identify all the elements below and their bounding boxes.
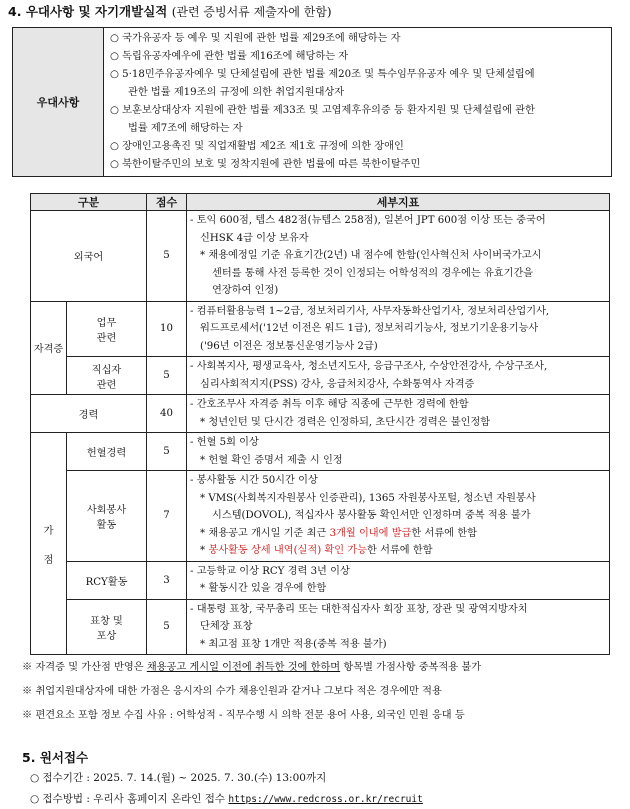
cert-work-label: 업무 관련 [67,301,147,357]
list-item: ○ 독립유공자예우에 관한 법률 제16조에 해당하는 자 [110,51,349,62]
list-item: ○ 국가유공자 등 예우 및 지원에 관한 법률 제29조에 해당하는 자 [110,33,401,44]
list-item-continued: 법률 제7조에 해당하는 자 [128,123,243,134]
list-item: ○ 5·18민주유공자예우 및 단체설립에 관한 법률 제20조 및 특수임무유공자 예우 및 단체설립에 [110,69,535,80]
header-detail: 세부지표 [187,194,610,211]
list-item: ○ 북한이탈주민의 보호 및 정착지원에 관한 법률에 따른 북한이탈주민 [110,159,421,170]
recruit-link[interactable]: https://www.redcross.or.kr/recruit [228,794,423,805]
preference-table [12,27,612,177]
list-item: ○ 보훈보상대상자 지원에 관한 법률 제33조 및 고엽제후유의증 등 환자지원 및 단체설립에 관한 [110,105,535,116]
foreign-detail: - 토익 600점, 텝스 482점(뉴텝스 258점), 일본어 JPT 600점 이상 또는 중국어 신HSK 4급 이상 보유자 * 채용예정일 기준 유효기간(2년) 내 점수에 한함(인사혁신처 사이버국가고시 센터를 통해 사전 등록한 것이 인정되는 어학성적의 경우에는 유효기간을 연장하여 인정) [187,211,610,302]
rcy-score: 3 [147,561,187,599]
table-row [31,211,610,302]
career-label: 경력 [31,395,147,433]
note: ※ 자격증 및 가산점 반영은 채용공고 게시일 이전에 취득한 것에 한하며 항목별 가점사항 중복적용 불가 [22,662,482,673]
table-row [31,357,610,395]
section-4-heading [8,2,332,20]
foreign-score: 5 [147,211,187,302]
cert-duty-label: 직십자 관련 [67,357,147,395]
rcy-detail: - 고등학교 이상 RCY 경력 3년 이상 * 활동시간 있을 경우에 한함 [187,561,610,599]
bonus-label: 가 점 [31,433,67,655]
award-detail: - 대통령 표창, 국무총리 또는 대한적십자사 회장 표창, 장관 및 광역지방자치 단체장 표창 * 최고점 표창 1개만 적용(중복 적용 불가) [187,599,610,655]
blood-score: 5 [147,433,187,471]
section-5-heading: 5. 원서접수 [22,750,89,765]
section-title: 우대사항 및 자기개발실적 [25,4,168,19]
table-row [31,301,610,357]
preference-items [104,28,612,177]
highlight-text: 봉사활동 상세 내역(실적) 확인 가능 [208,545,368,556]
note: ※ 취업지원대상자에 대한 가점은 응시자의 수가 채용인원과 같거나 그보다 적은 경우에만 적용 [22,686,442,697]
preference-label: 우대사항 [13,28,104,177]
note: ※ 편견요소 포함 정보 수집 사유 : 어학성적 - 직무수행 시 의학 전문 용어 사용, 외국인 민원 응대 등 [22,710,465,721]
cert-work-score: 10 [147,301,187,357]
table-row [31,433,610,471]
section-number: 4. [8,4,22,19]
table-row [31,561,610,599]
blood-detail: - 헌혈 5회 이상 * 헌혈 확인 증명서 제출 시 인정 [187,433,610,471]
header-score: 점수 [147,194,187,211]
foreign-label: 외국어 [31,211,147,302]
table-row [31,395,610,433]
award-score: 5 [147,599,187,655]
career-score: 40 [147,395,187,433]
award-label: 표창 및 포상 [67,599,147,655]
application-period: ○ 접수기간 : 2025. 7. 14.(월) ~ 2025. 7. 30.(수) 13:00까지 [30,772,327,784]
header-category: 구분 [31,194,147,211]
blood-label: 헌혈경력 [67,433,147,471]
section-subtitle: (관련 증빙서류 제출자에 한함) [171,5,332,19]
score-table [30,193,610,655]
cert-duty-detail: - 사회복지사, 평생교육사, 청소년지도사, 응급구조사, 수상안전강사, 수상구조사, 심리사회적지지(PSS) 강사, 응급처치강사, 수화통역사 자격증 [187,357,610,395]
list-item-continued: 관한 법률 제19조의 규정에 의한 취업지원대상자 [128,87,345,98]
rcy-label: RCY활동 [67,561,147,599]
cert-label: 자격증 [31,301,67,395]
highlight-text: 3개월 이내에 발급 [329,527,412,539]
table-row [31,599,610,655]
volunteer-detail: - 봉사활동 시간 50시간 이상 * VMS(사회복지자원봉사 인증관리), 1365 자원봉사포털, 청소년 자원봉사 시스템(DOVOL), 적십자사 봉사활동 확인서만 인정하며 중복 적용 불가 * 채용공고 개시일 기준 최근 3개월 이내에 발급한 서류에 한함 * 봉사활동 상세 내역(실적) 확인 가능한 서류에 한함 [187,471,610,562]
cert-work-detail: - 컴퓨터활용능력 1~2급, 정보처리기사, 사무자동화산업기사, 정보처리산업기사, 워드프로세서('12년 이전은 워드 1급), 정보처리기능사, 정보기기운용기능사 ('96년 이전은 정보통신운영기능사 2급) [187,301,610,357]
career-detail: - 간호조무사 자격증 취득 이후 해당 직종에 근무한 경력에 한함 * 청년인턴 및 단시간 경력은 인정하되, 초단시간 경력은 불인정함 [187,395,610,433]
volunteer-label: 사회봉사 활동 [67,471,147,562]
volunteer-score: 7 [147,471,187,562]
cert-duty-score: 5 [147,357,187,395]
table-row [31,471,610,562]
application-method: ○ 접수방법 : 우리사 홈페이지 온라인 접수 https://www.redcross.or.kr/recruit [30,793,423,805]
list-item: ○ 장애인고용촉진 및 직업재활법 제2조 제1호 규정에 의한 장애인 [110,141,404,152]
